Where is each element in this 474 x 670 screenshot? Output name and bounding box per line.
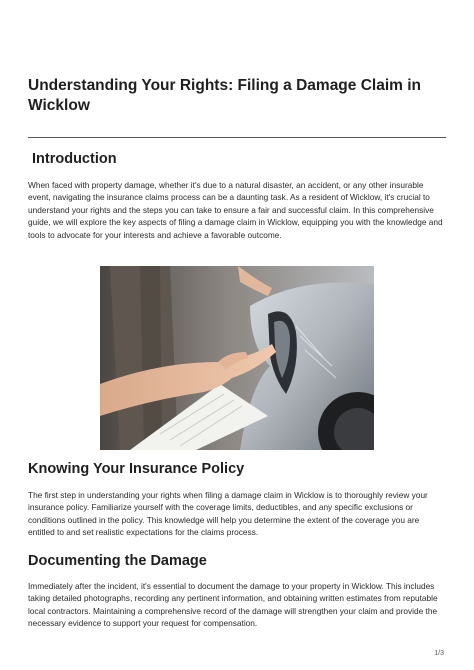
- section-body-documenting: Immediately after the incident, it's essential to document the damage to your property in Wicklow. This includes taking detailed photographs, recording any pertinent information, and obtaining written estimates from reputable local contractors. Maintaining a comprehensive record of the damage will strengthen your claim and provide the necessary evidence to support your request for compensation.: [28, 581, 438, 629]
- car-damage-photo: [100, 266, 374, 450]
- section-heading-knowing-policy: Knowing Your Insurance Policy: [28, 461, 245, 477]
- title-divider: [28, 137, 446, 138]
- section-heading-introduction: Introduction: [32, 151, 117, 167]
- section-body-introduction: When faced with property damage, whether it's due to a natural disaster, an accident, or any other insurable event, navigating the insurance claims process can be a daunting task. As a resident of Wicklow, it's crucial to understand your rights and the steps you can take to ensure a fair and successful claim. In this comprehensive guide, we will explore the key aspects of filing a damage claim in Wicklow, equipping you with the knowledge and tools to advocate for your interests and achieve a favorable outcome.: [28, 180, 443, 240]
- car-damage-illustration: [100, 266, 374, 450]
- section-heading-documenting: Documenting the Damage: [28, 553, 207, 569]
- page-title: Understanding Your Rights: Filing a Damage Claim in Wicklow: [28, 77, 421, 114]
- section-body-knowing-policy: The first step in understanding your rights when filing a damage claim in Wicklow is to thoroughly review your insurance policy. Familiarize yourself with the coverage limits, deductibles, and any specific exclusions or conditions outlined in the policy. This knowledge will help you determine the extent of the coverage you are entitled to and set realistic expectations for the claims process.: [28, 490, 428, 538]
- page-number: 1/3: [434, 650, 444, 657]
